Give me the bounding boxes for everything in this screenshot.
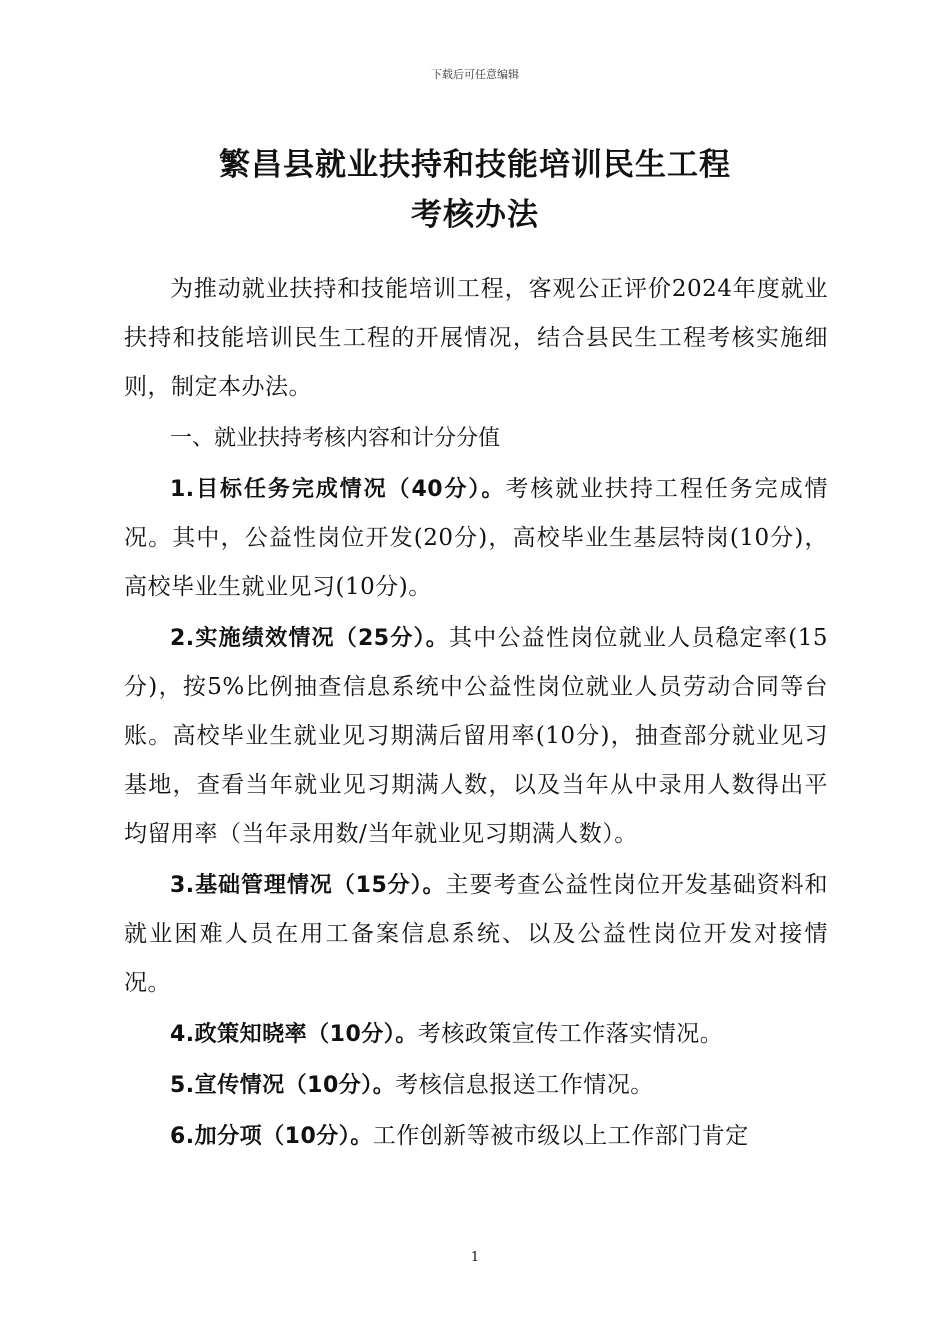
section-heading: 一、就业扶持考核内容和计分分值 bbox=[170, 426, 501, 451]
item-text: 考核信息报送工作情况。 bbox=[395, 1072, 654, 1098]
item-lead: 5.宣传情况（10分）。 bbox=[170, 1073, 396, 1098]
document-title-line1: 繁昌县就业扶持和技能培训民生工程 bbox=[219, 147, 731, 183]
item-lead: 1.目标任务完成情况（40分）。 bbox=[170, 477, 506, 502]
item-paragraph-1 bbox=[124, 465, 828, 612]
intro-paragraph: 为推动就业扶持和技能培训工程，客观公正评价2024年度就业扶持和技能培训民生工程的开展情况，结合县民生工程考核实施细则，制定本办法。 bbox=[124, 276, 828, 400]
item-text: 工作创新等被市级以上工作部门肯定 bbox=[372, 1123, 749, 1149]
item-paragraph-6 bbox=[124, 1112, 828, 1161]
document-body bbox=[124, 265, 828, 1163]
header-note: 下载后可任意编辑 bbox=[431, 68, 519, 81]
item-paragraph-5 bbox=[124, 1061, 828, 1110]
item-paragraph-3 bbox=[124, 861, 828, 1008]
document-title-line2: 考核办法 bbox=[411, 197, 539, 233]
item-paragraph-2 bbox=[124, 614, 828, 859]
item-text: 考核就业扶持工程任务完成情况。其中，公益性岗位开发(20分)，高校毕业生基层特岗(10分)，高校毕业生就业见习(10分)。 bbox=[124, 476, 829, 600]
item-text: 考核政策宣传工作落实情况。 bbox=[417, 1021, 724, 1047]
item-text: 其中公益性岗位就业人员稳定率(15分)，按5%比例抽查信息系统中公益性岗位就业人员劳动合同等台账。高校毕业生就业见习期满后留用率(10分)，抽查部分就业见习基地，查看当年就业见习期满人数，以及当年从中录用人数得出平均留用率（当年录用数/当年就业见习期满人数）。 bbox=[124, 625, 829, 847]
item-lead: 4.政策知晓率（10分）。 bbox=[170, 1022, 418, 1047]
item-lead: 6.加分项（10分）。 bbox=[170, 1124, 373, 1149]
item-lead: 2.实施绩效情况（25分）。 bbox=[170, 626, 450, 651]
item-paragraph-4 bbox=[124, 1010, 828, 1059]
item-lead: 3.基础管理情况（15分）。 bbox=[170, 873, 446, 898]
item-text: 主要考查公益性岗位开发基础资料和就业困难人员在用工备案信息系统、以及公益性岗位开发对接情况。 bbox=[124, 872, 829, 996]
page-number: 1 bbox=[470, 1250, 480, 1265]
